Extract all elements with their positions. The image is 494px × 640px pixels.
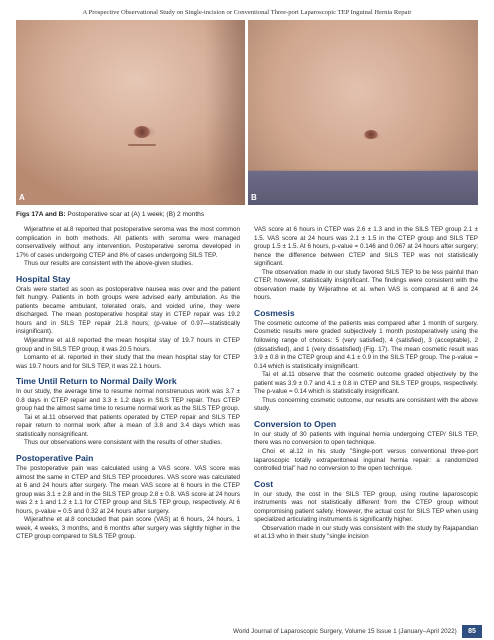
paragraph: The observation made in our study favored SILS TEP to be less painful than CTEP, however, statistically insignificant. The findings were consistent with the observation made by Wijerathne et al. when VAS is compared at 6 and 24 hours. xyxy=(254,268,478,302)
paragraph: Choi et al.12 in his study "Single-port versus conventional three-port laparoscopic totally extraperitoneal inguinal hernia repair: a randomized controlled trial" had no conversion to the open technique. xyxy=(254,448,478,473)
paragraph: Orals were started as soon as postoperative nausea was over and the patient felt hungry. Patients in both groups were advised early ambulation. As the patients became ambulant, tolerated orals, and voided urine, they were discharged. The mean postoperative hospital stay in CTEP repair was 19.2 hours and in SILS TEP repair 21.8 hours; (p-value of 0.97—statistically insignificant). xyxy=(16,285,240,336)
navel xyxy=(364,130,378,139)
figure-17 xyxy=(16,20,478,205)
paragraph: Thus our results are consistent with the above-given studies. xyxy=(24,260,194,268)
paragraph: Wijerathne et al.8 concluded that pain score (VAS) at 6 hours, 24 hours, 1 week, 4 weeks, 3 months, and 6 months after surgery was slightly higher in the CTEP group compared to SILS TEP group. xyxy=(16,516,240,541)
paragraph: Wijerathne et al.8 reported the mean hospital stay of 19.7 hours in CTEP group and in SILS TEP group, it was 20.5 hours. xyxy=(16,337,240,353)
paragraph: The postoperative pain was calculated using a VAS score. VAS score was almost the same in CTEP and SILS TEP procedures. VAS score was calculated at 6 and 24 hours after surgery. The mean VAS score at 6 hours in the CTEP group was 3.1 ± 2.8 and in the SILS TEP group 2.8 ± 0.8. VAS score at 24 hours was 2 ± 1 and 1.2 ± 1.1 for CTEP group and SILS TEP group, respectively. At 6 hours, p-value = 0.5 and 0.32 at 24 hours after surgery. xyxy=(16,465,240,515)
figure-caption xyxy=(16,211,204,218)
paragraph: Tai et al.11 observed that patients operated by CTEP repair and SILS TEP repair return to normal work after a mean of 3.8 and 3.4 days which was statistically nonsignificant. xyxy=(16,413,240,438)
section-heading-cost: Cost xyxy=(254,478,274,489)
navel xyxy=(134,126,150,138)
photo-scar-1-week xyxy=(16,20,245,205)
clothing xyxy=(248,171,478,205)
paragraph: Observation made in our study was consistent with the study by Rajapandian et al.13 who in their study "single incision xyxy=(254,524,478,541)
caption-text: Postoperative scar at (A) 1 week; (B) 2 months xyxy=(65,211,205,218)
paragraph: Wijerathne et al.8 reported that postoperative seroma was the most common complication in both methods. All patients with seroma were managed conservatively without any intervention. Postoperative seroma developed in 17% of cases undergoing CTEP and 8% of cases undergoing SILS TEP. xyxy=(16,226,240,259)
right-column xyxy=(254,226,478,542)
left-column xyxy=(16,226,240,542)
paragraph: In our study, the average time to resume normal nonstrenuous work was 3.7 ± 0.8 days in CTEP repair and 3.3 ± 1.2 days in SILS TEP repair. Thus CTEP group had the almost same time to resume normal work as the SILS TEP group. xyxy=(16,388,240,413)
paragraph: Thus concerning cosmetic outcome, our results are consistent with the above study. xyxy=(254,396,478,413)
section-heading-hospital-stay: Hospital Stay xyxy=(16,273,71,284)
paragraph: Lomanto et al. reported in their study that the mean hospital stay for CTEP was 19.7 hours and for SILS TEP, it was 22.1 hours. xyxy=(16,354,240,370)
section-heading-postoperative-pain: Postoperative Pain xyxy=(16,453,94,464)
photo-shading xyxy=(205,20,245,205)
scar-mark xyxy=(128,144,156,146)
figure-label-a: A xyxy=(19,193,25,202)
section-heading-return-to-work: Time Until Return to Normal Daily Work xyxy=(16,376,177,387)
photo-scar-2-months xyxy=(248,20,478,205)
paragraph: The cosmetic outcome of the patients was compared after 1 month of surgery. Cosmetic results were graded subjectively 1 month postoperatively using the following range of choices: 5 (very satisfied), 4 (satisfied), 3 (acceptable), 2 (dissatisfied), and 1 (very dissatisfied) (Fig. 17). The mean cosmetic result was 3.9 ± 0.8 in the CTEP group and 4.1 ± 0.9 in the SILS TEP group. The p-value = 0.14 which is statistically insignificant. xyxy=(254,319,478,370)
paragraph: In our study, the cost in the SILS TEP group, using routine laparoscopic instruments was not statistically different from the CTEP group without compromising patient safety. However, the actual cost for SILS TEP when using specialized articulating instruments is significantly higher. xyxy=(254,490,478,524)
footer-journal: World Journal of Laparoscopic Surgery, Volume 15 Issue 1 (January–April 2022) xyxy=(233,628,457,635)
running-head: A Prospective Observational Study on Single-incision or Conventional Three-port Laparoscopic TEP Inguinal Hernia Repair xyxy=(82,9,412,16)
section-heading-conversion-to-open: Conversion to Open xyxy=(254,418,337,429)
paragraph: In our study of 30 patients with inguinal hernia undergoing CTEP/ SILS TEP, there was no conversion to open technique. xyxy=(254,430,478,447)
section-heading-cosmesis: Cosmesis xyxy=(254,307,295,318)
page-number: 85 xyxy=(462,625,482,638)
caption-label: Figs 17A and B: xyxy=(16,211,66,218)
paragraph: Thus our observations were consistent with the results of other studies. xyxy=(24,439,223,447)
paragraph: Tai et al.11 observe that the cosmetic outcome graded objectively by the patient was 3.9 ± 0.7 and 4.1 ± 0.8 in CTEP and SILS TEP groups, respectively. The p-value = 0.14 which is statistically insignificant. xyxy=(254,371,478,396)
paragraph: VAS score at 6 hours in CTEP was 2.6 ± 1.3 and in the SILS TEP group 2.1 ± 1.5. VAS score at 24 hours was 2.1 ± 1.5 in the CTEP group and SILS TEP group 1.5 ± 1.5. At 6 hours, p-value = 0.146 and 0.067 at 24 hours after surgery; hence the difference between CTEP and SILS TEP was not statistically significant. xyxy=(254,226,478,268)
figure-label-b: B xyxy=(251,193,257,202)
